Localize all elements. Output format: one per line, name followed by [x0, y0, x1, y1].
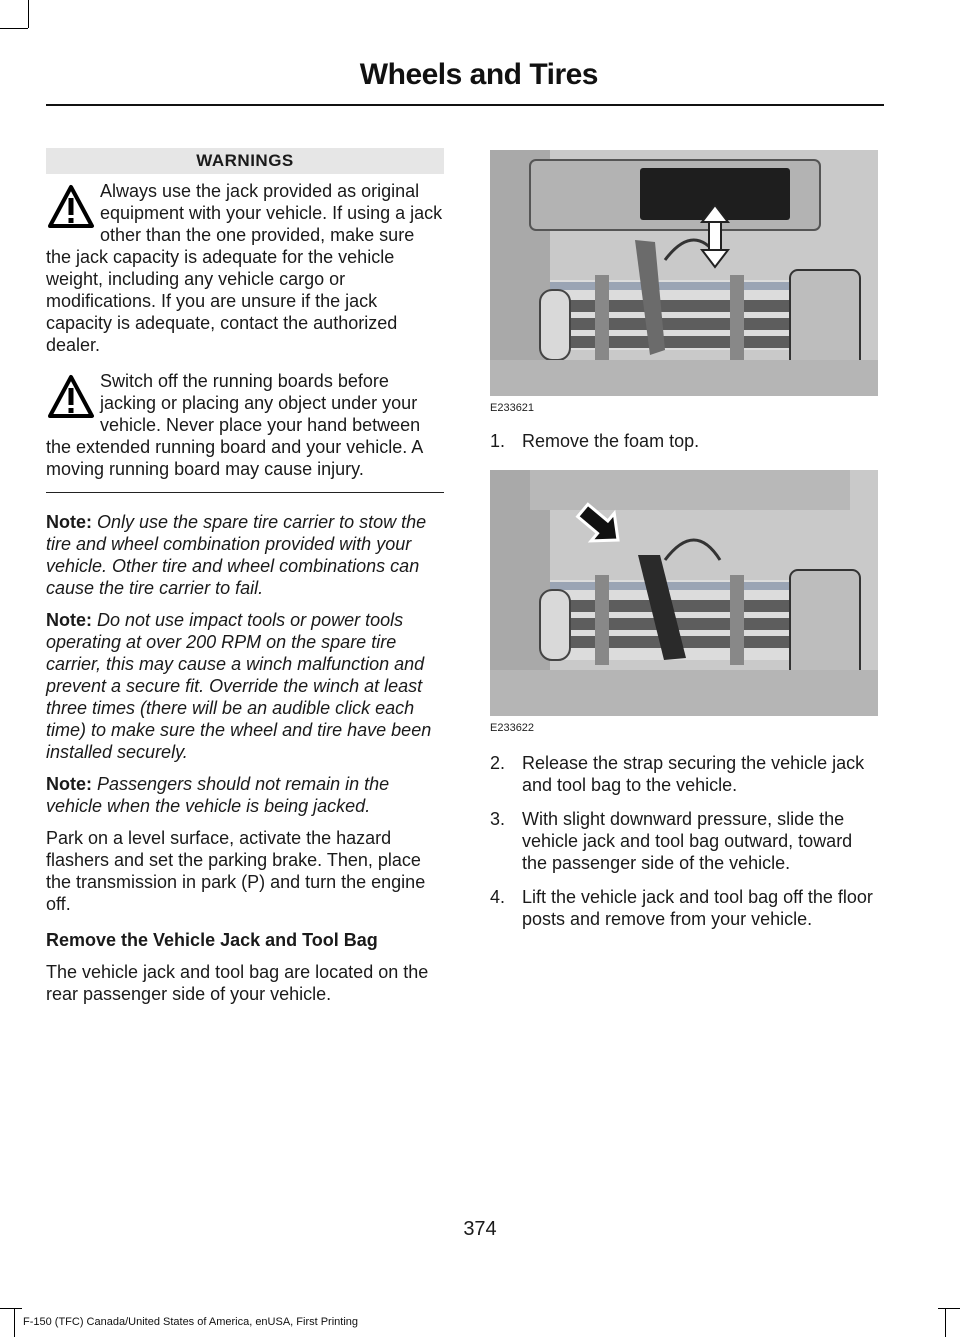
step-item — [490, 430, 882, 452]
section-heading: Remove the Vehicle Jack and Tool Bag — [46, 930, 378, 950]
step-text: With slight downward pressure, slide the vehicle jack and tool bag outward, toward the passenger side of the vehicle. — [522, 809, 853, 873]
step-number: 1. — [490, 431, 506, 451]
note-label: Note: — [46, 610, 92, 630]
step-text: Remove the foam top. — [522, 431, 700, 451]
note — [46, 773, 444, 817]
location-paragraph: The vehicle jack and tool bag are located on the rear passenger side of your vehicle. — [46, 962, 429, 1004]
steps-list-a — [490, 430, 882, 452]
warning-item — [46, 370, 444, 480]
note-label: Note: — [46, 774, 92, 794]
figure-strap — [490, 470, 878, 716]
warnings-heading: WARNINGS — [46, 148, 444, 174]
note-text: Only use the spare tire carrier to stow the tire and wheel combination provided with your vehicle. Other tire and wheel combinations can cause the tire carrier to fail. — [46, 512, 427, 598]
page-number: 374 — [463, 1218, 497, 1240]
step-item — [490, 808, 882, 874]
step-number: 4. — [490, 887, 506, 907]
crop-mark — [14, 1308, 15, 1337]
step-item — [490, 886, 882, 930]
step-text: Lift the vehicle jack and tool bag off the floor posts and remove from your vehicle. — [522, 887, 873, 929]
crop-mark — [938, 1308, 960, 1309]
warning-text: Switch off the running boards before jacking or placing any object under your vehicle. Never place your hand between the extended running board and your vehicle. A moving running board may cause injury. — [46, 371, 423, 479]
note-text: Passengers should not remain in the vehicle when the vehicle is being jacked. — [46, 774, 390, 816]
left-column — [46, 148, 444, 1015]
crop-mark — [28, 0, 29, 28]
title-divider — [46, 104, 884, 106]
page-title: Wheels and Tires — [359, 58, 598, 91]
crop-mark — [945, 1308, 946, 1337]
crop-mark — [0, 1308, 22, 1309]
step-number: 3. — [490, 809, 506, 829]
note-text: Do not use impact tools or power tools operating at over 200 RPM on the spare tire carrier, this may cause a winch malfunction and prevent a secure fit. Override the winch at least three times (there will be an audible click each time) to make sure the wheel and tire have been installed securely. — [46, 610, 432, 762]
figure-foam-top — [490, 150, 878, 396]
warning-item — [46, 180, 444, 356]
warning-text: Always use the jack provided as original equipment with your vehicle. If using a jack other than the one provided, make sure the jack capacity is adequate for the vehicle weight, including any vehicle cargo or modifications. If you are unsure if the jack capacity is adequate, contact the authorized dealer. — [46, 181, 443, 355]
figure-code: E233622 — [490, 722, 535, 734]
warnings-end-rule — [46, 492, 444, 493]
note-label: Note: — [46, 512, 92, 532]
steps-list-b — [490, 752, 882, 930]
note — [46, 609, 444, 763]
crop-mark — [0, 28, 28, 29]
step-number: 2. — [490, 753, 506, 773]
step-item — [490, 752, 882, 796]
right-column — [490, 150, 882, 942]
warning-triangle-icon — [46, 372, 96, 422]
step-text: Release the strap securing the vehicle jack and tool bag to the vehicle. — [522, 753, 865, 795]
note — [46, 511, 444, 599]
figure-code: E233621 — [490, 402, 535, 414]
park-paragraph: Park on a level surface, activate the hazard flashers and set the parking brake. Then, place the transmission in park (P) and turn the engine off. — [46, 828, 426, 914]
warning-triangle-icon — [46, 182, 96, 232]
publication-footer: F-150 (TFC) Canada/United States of America, enUSA, First Printing — [23, 1316, 359, 1328]
